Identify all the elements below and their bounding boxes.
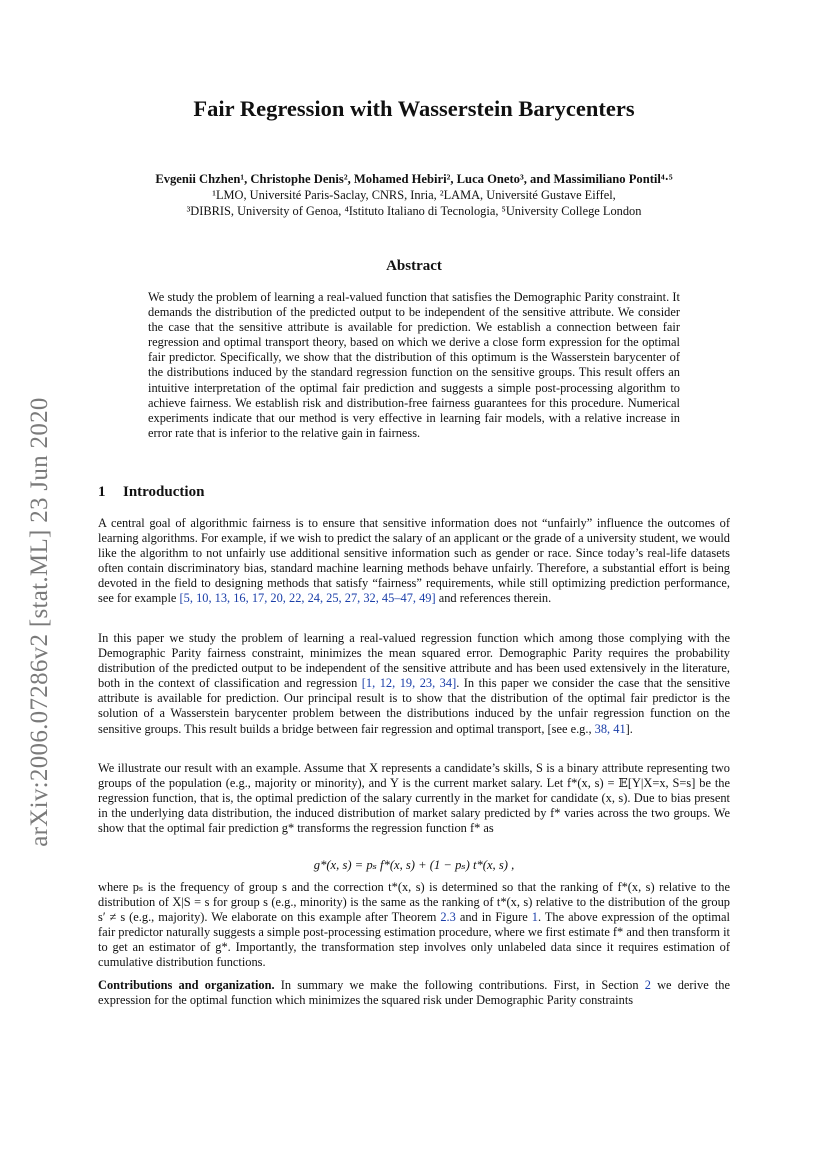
intro-paragraph-3: We illustrate our result with an example. Assume that X represents a candidate’s skills, S is a binary attribute representing two groups of the population (e.g., majority or minority), and Y is the current market salary. Let f*(x, s) = 𝔼[Y|X=x, S=s] be the regression function, that is, the optimal prediction of the salary currently in the market for candidate (x, s). Due to bias present in the underlying data distribution, the induced distribution of market salary predicted by f* varies across the two groups. We show that the optimal fair prediction g* transforms the regression function f* as [98,761,730,836]
theorem-reference-link[interactable]: 2.3 [440,910,456,925]
intro-paragraph-2 [98,631,730,737]
abstract-text: We study the problem of learning a real-valued function that satisfies the Demographic Parity constraint. It demands the distribution of the predicted output to be independent of the sensitive attribute. We consider the case that the sensitive attribute is available for prediction. We establish a connection between fair regression and optimal transport theory, based on which we derive a close form expression for the optimal fair predictor. Specifically, we show that the distribution of this optimum is the Wasserstein barycenter of the distributions induced by the standard regression function on the sensitive groups. This result offers an intuitive interpretation of the optimal fair prediction and suggests a simple post-processing algorithm to achieve fairness. We establish risk and distribution-free fairness guarantees for this procedure. Numerical experiments indicate that our method is very effective in learning fair models, with a relative increase in error rate that is inferior to the relative gain in fairness. [148,290,680,440]
citation-link[interactable]: 38, 41 [594,721,626,736]
intro-paragraph-4 [98,880,730,971]
paragraph-text: A central goal of algorithmic fairness is to ensure that sensitive information does not “unfairly” influence the outcomes of learning algorithms. For example, if we wish to predict the salary of an applicant or the grade of a university student, we would like the algorithm to not unfairly use additional sensitive information such as gender or race. Since today’s real-life datasets often contain discriminatory bias, standard machine learning methods behave unfairly. Therefore, a substantial effort is being devoted in the field to designing methods that satisfy “fairness” requirements, while still optimizing prediction performance, see for example [98,516,730,606]
paragraph-text: and in Figure [455,910,532,925]
paragraph-text: we derive the expression for the optimal function which minimizes the squared risk under Demographic Parity constraints [98,978,731,1008]
affiliation-line-1: ¹LMO, Université Paris-Saclay, CNRS, Inria, ²LAMA, Université Gustave Eiffel, [212,188,616,202]
arxiv-side-stamp: arXiv:2006.07286v2 [stat.ML] 23 Jun 2020 [26,397,53,847]
abstract-heading: Abstract [386,258,442,274]
contributions-paragraph [98,978,730,1008]
paragraph-text: In this paper we study the problem of learning a real-valued regression function which among those complying with the Demographic Parity fairness constraint, minimizes the mean squared error. Demographic Parity requires the probability distribution of the predicted output to be independent of the sensitive attribute and has been used extensively in the literature, both in the context of classification and regression [98,631,730,691]
section-heading-introduction [98,484,204,501]
author-list: Evgenii Chzhen¹, Christophe Denis², Mohamed Hebiri², Luca Oneto³, and Massimiliano Pontil⁴·⁵ [155,172,673,186]
display-equation: g*(x, s) = pₛ f*(x, s) + (1 − pₛ) t*(x, s) , [313,858,515,872]
affiliation-line-2: ³DIBRIS, University of Genoa, ⁴Istituto Italiano di Tecnologia, ⁵University College London [186,204,642,218]
intro-paragraph-1 [98,516,730,607]
figure-reference-link[interactable]: 1 [531,910,538,925]
paragraph-text: where pₛ is the frequency of group s and the correction t*(x, s) is determined so that the ranking of f*(x, s) relative to the distribution of X|S = s for group s (e.g., minority) is the same as the ranking of t*(x, s) relative to the distribution of the group s′ ≠ s (e.g., majority). We elaborate on this example after Theorem [98,880,730,925]
paragraph-text: . The above expression of the optimal fair predictor naturally suggests a simple post-processing estimation procedure, where we first estimate f* and then transform it to get an estimator of g*. Importantly, the transformation step involves only unlabeled data since it requires estimation of cumulative distribution functions. [98,910,730,970]
paragraph-run-in-heading: Contributions and organization. [98,978,275,992]
paragraph-text: and references therein. [435,591,552,606]
section-reference-link[interactable]: 2 [644,978,651,992]
section-title: Introduction [123,484,205,500]
paragraph-text: . In this paper we consider the case that the sensitive attribute is available for prediction. Our principal result is to show that the distribution of the optimal fair predictor is the solution of a Wasserstein barycenter problem between the distributions induced by the unfair regression function on the sensitive groups. This result builds a bridge between fair regression and optimal transport, [see e.g., [98,676,731,736]
citation-link[interactable]: [5, 10, 13, 16, 17, 20, 22, 24, 25, 27, 32, 45–47, 49] [179,591,436,606]
paragraph-text: In summary we make the following contributions. First, in Section [274,978,645,992]
citation-link[interactable]: [1, 12, 19, 23, 34] [361,676,457,691]
paragraph-text: ]. [625,721,633,736]
paper-title: Fair Regression with Wasserstein Barycenters [193,96,635,121]
section-number: 1 [98,484,106,500]
